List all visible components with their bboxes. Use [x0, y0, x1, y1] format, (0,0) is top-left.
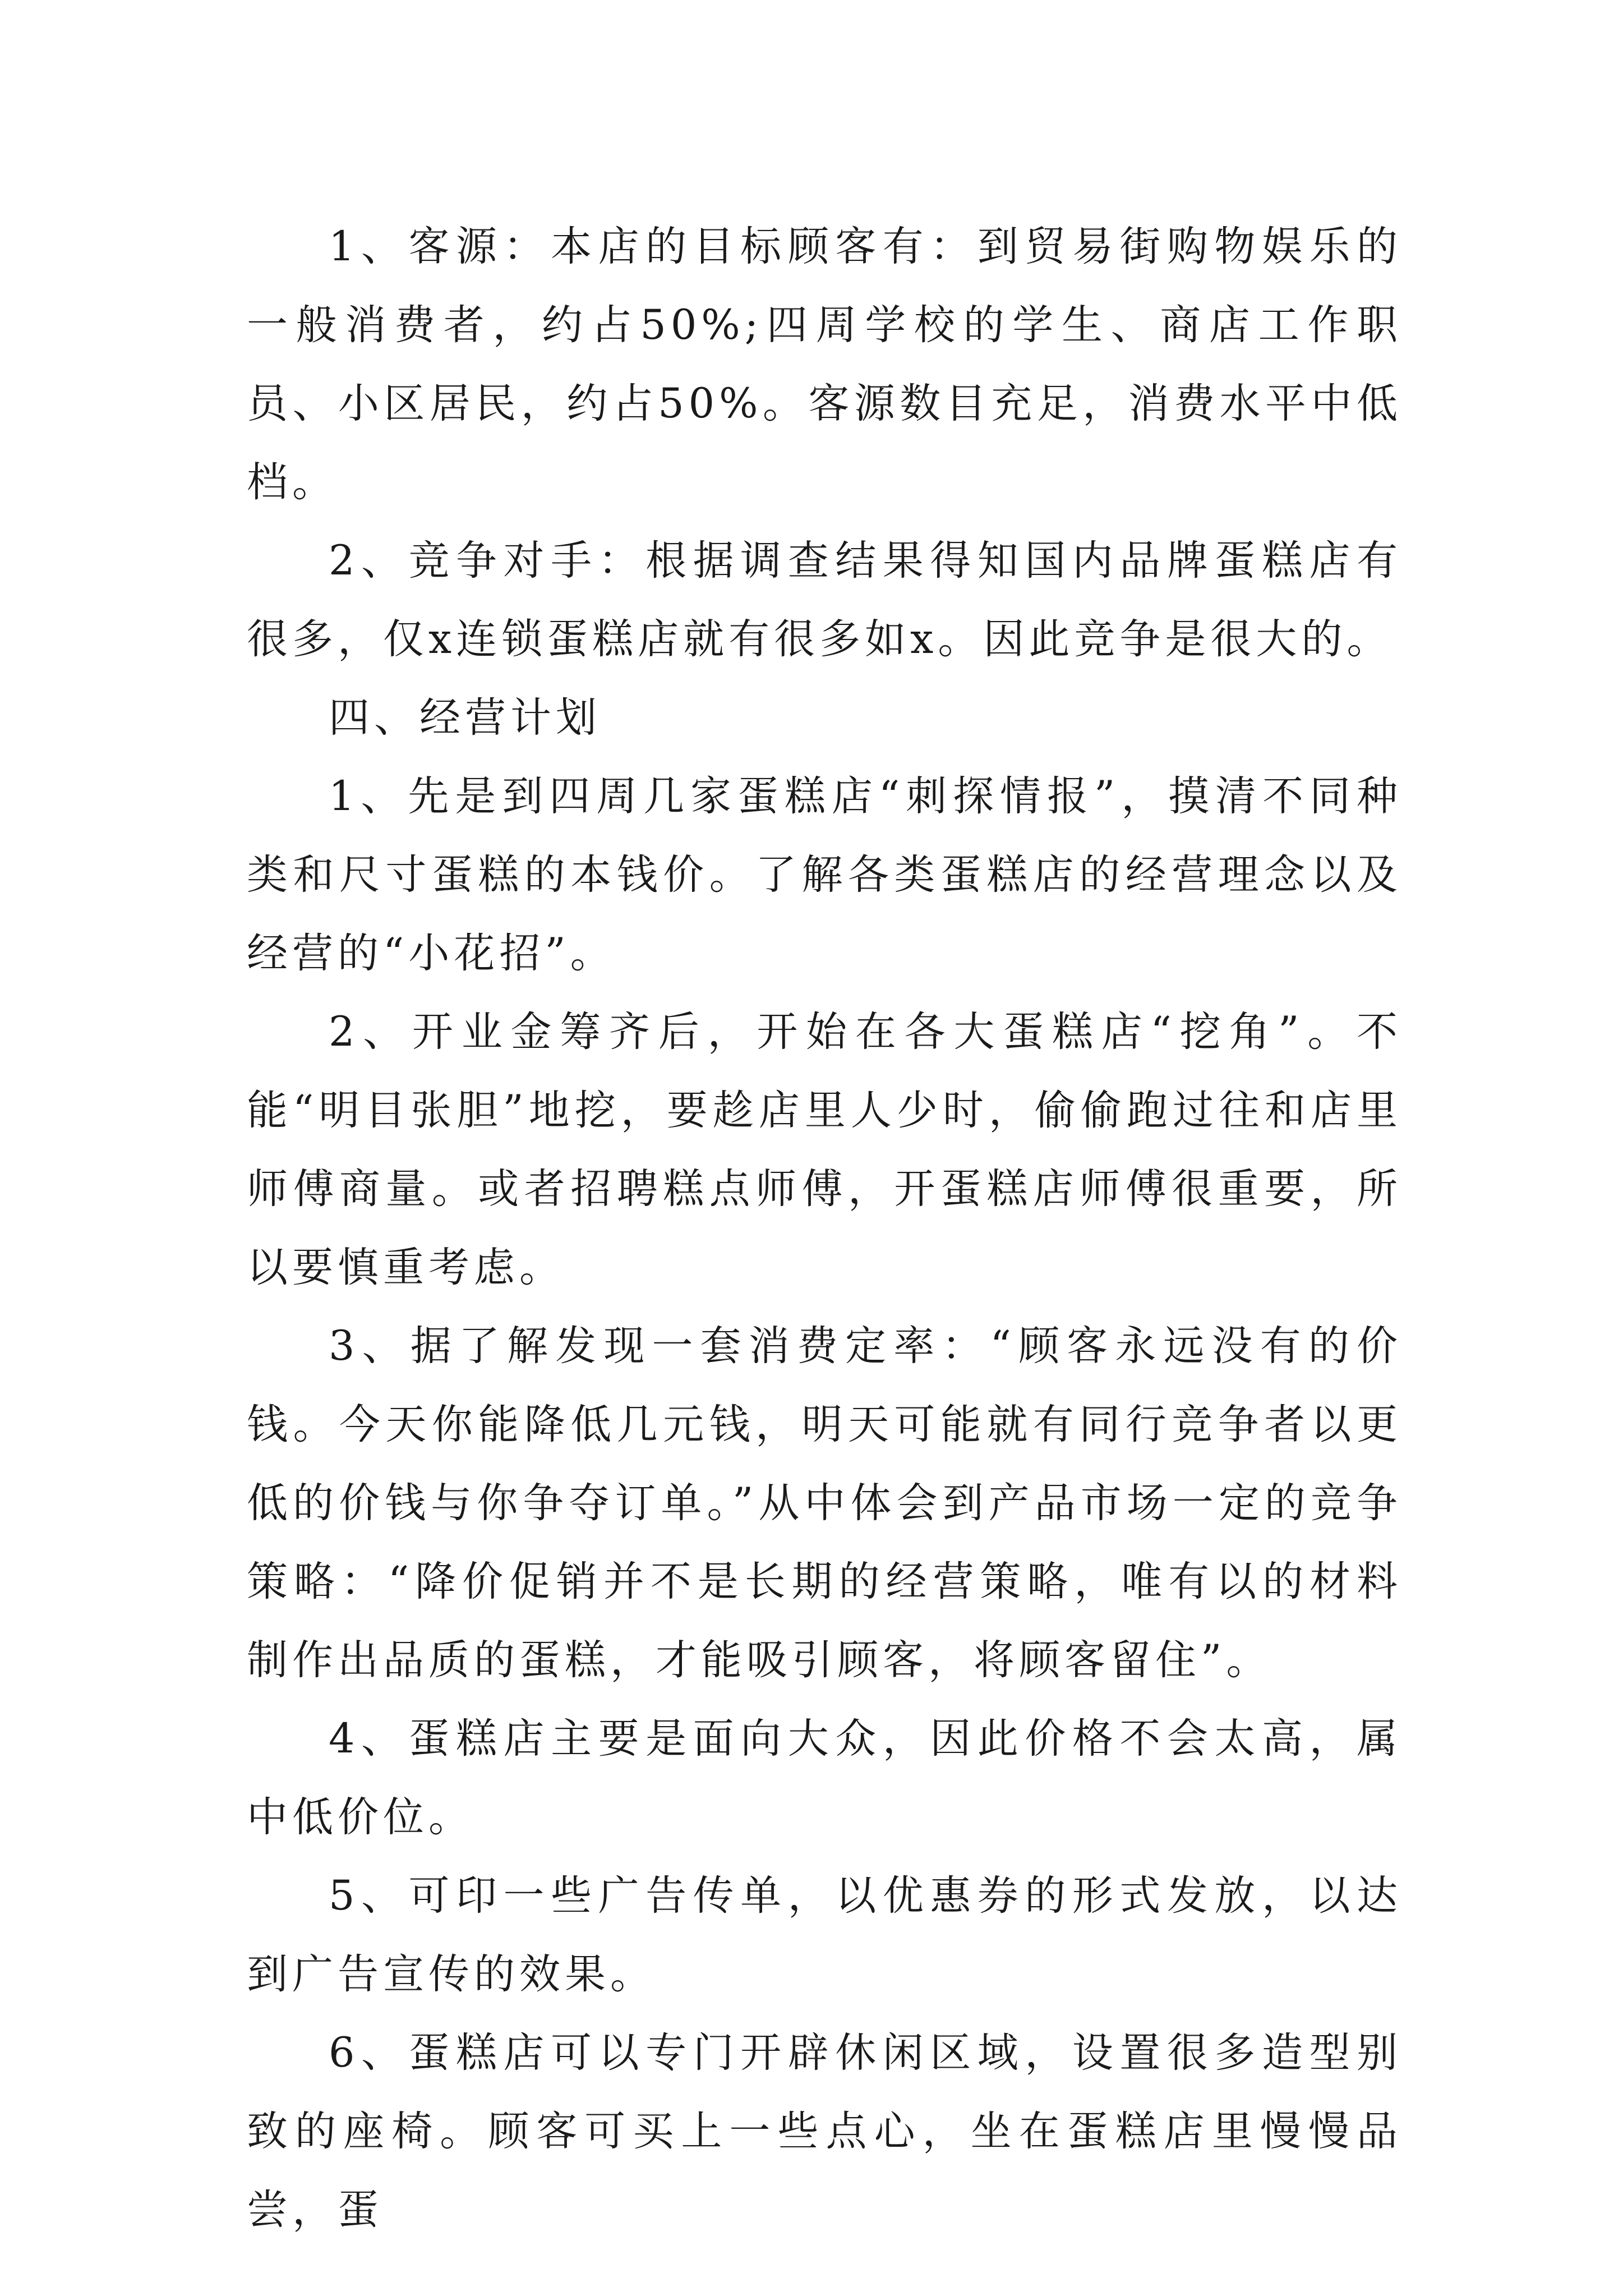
paragraph-plan-1: 1、先是到四周几家蛋糕店“刺探情报”，摸清不同种类和尺寸蛋糕的本钱价。了解各类蛋糕店的经营理念以及经营的“小花招”。 [247, 772, 1402, 977]
document-body [247, 208, 1402, 2249]
paragraph-plan-3: 3、据了解发现一套消费定率：“顾客永远没有的价钱。今天你能降低几元钱，明天可能就有同行竞争者以更低的价钱与你争夺订单。”从中体会到产品市场一定的竞争策略：“降价促销并不是长期的经营策略，唯有以的材料制作出品质的蛋糕，才能吸引顾客，将顾客留住”。 [247, 1322, 1402, 1684]
paragraph-plan-5: 5、可印一些广告传单，以优惠券的形式发放，以达到广告宣传的效果。 [247, 1872, 1402, 1998]
section-heading-business-plan: 四、经营计划 [329, 694, 601, 742]
paragraph-plan-6: 6、蛋糕店可以专门开辟休闲区域，设置很多造型别致的座椅。顾客可买上一些点心，坐在蛋糕店里慢慢品尝，蛋 [247, 2029, 1402, 2234]
paragraph-competitors: 2、竞争对手：根据调查结果得知国内品牌蛋糕店有很多，仅x连锁蛋糕店就有很多如x。因此竞争是很大的。 [247, 537, 1402, 663]
paragraph-plan-2: 2、开业金筹齐后，开始在各大蛋糕店“挖角”。不能“明目张胆”地挖，要趁店里人少时，偷偷跑过往和店里师傅商量。或者招聘糕点师傅，开蛋糕店师傅很重要，所以要慎重考虑。 [247, 1008, 1402, 1291]
paragraph-customer-source: 1、客源：本店的目标顾客有：到贸易街购物娱乐的一般消费者，约占50%;四周学校的学生、商店工作职员、小区居民，约占50%。客源数目充足，消费水平中低档。 [247, 223, 1402, 506]
paragraph-plan-4: 4、蛋糕店主要是面向大众，因此价格不会太高，属中低价位。 [247, 1715, 1402, 1841]
